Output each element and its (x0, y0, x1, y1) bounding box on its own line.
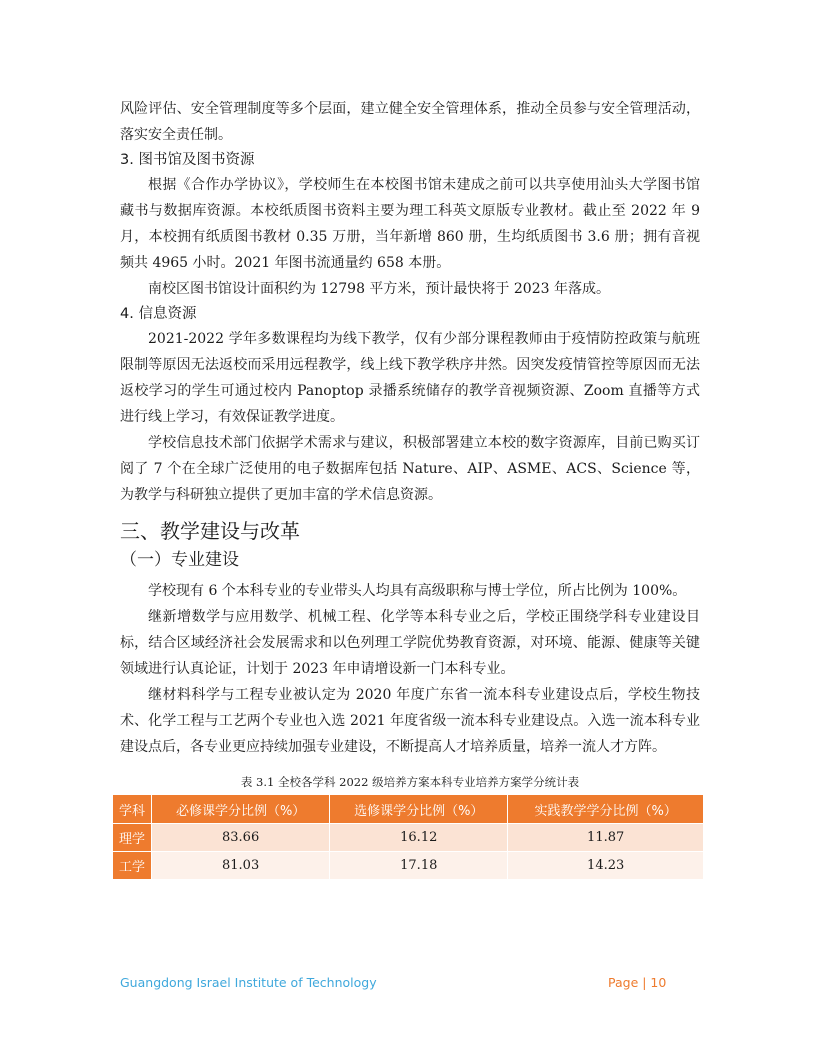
table-cell-subject: 理学 (113, 824, 152, 852)
table-header-subject: 学科 (113, 795, 152, 824)
table-cell-practice: 11.87 (508, 824, 704, 852)
table-row (113, 824, 704, 852)
paragraph-safety-continued: 风险评估、安全管理制度等多个层面，建立健全安全管理体系，推动全员参与安全管理活动，落实安全责任制。 (120, 101, 700, 143)
paragraph-library-2: 南校区图书馆设计面积约为 12798 平方米，预计最快将于 2023 年落成。 (148, 281, 610, 297)
table-header-elective: 选修课学分比例（%） (330, 795, 508, 824)
paragraph-info-1: 2021-2022 学年多数课程均为线下教学，仅有少部分课程教师由于疫情防控政策与航班限制等原因无法返校而采用远程教学，线上线下教学秩序井然。因突发疫情管控等原因而无法返校学习的学生可通过校内 Panoptop 录播系统储存的教学音视频资源、Zoom 直播等方式进行线上学习，有效保证教学进度。 (120, 331, 700, 425)
credit-ratio-table (112, 794, 704, 880)
heading-information-resources: 4. 信息资源 (120, 306, 197, 322)
paragraph-major-3: 继材料科学与工程专业被认定为 2020 年度广东省一流本科专业建设点后，学校生物技术、化学工程与工艺两个专业也入选 2021 年度省级一流本科专业建设点。入选一流本科专业建设点后，各专业更应持续加强专业建设，不断提高人才培养质量，培养一流人才方阵。 (120, 687, 700, 755)
table-header-required: 必修课学分比例（%） (152, 795, 330, 824)
table-header-row (113, 795, 704, 824)
section-heading-teaching-reform: 三、教学建设与改革 (120, 519, 300, 543)
table-cell-elective: 17.18 (330, 852, 508, 880)
table-header-practice: 实践教学学分比例（%） (508, 795, 704, 824)
footer-institution-name: Guangdong Israel Institute of Technology (120, 975, 377, 990)
paragraph-major-1: 学校现有 6 个本科专业的专业带头人均具有高级职称与博士学位，所占比例为 100%。 (148, 583, 687, 599)
table-cell-subject: 工学 (113, 852, 152, 880)
heading-library: 3. 图书馆及图书资源 (120, 152, 255, 168)
footer-page-number: Page | 10 (608, 975, 667, 990)
document-body (120, 96, 700, 880)
table-cell-practice: 14.23 (508, 852, 704, 880)
table-row (113, 852, 704, 880)
paragraph-major-2: 继新增数学与应用数学、机械工程、化学等本科专业之后，学校正围绕学科专业建设目标，结合区域经济社会发展需求和以色列理工学院优势教育资源，对环境、能源、健康等关键领域进行认真论证，计划于 2023 年申请增设新一门本科专业。 (120, 609, 700, 677)
table-cell-required: 83.66 (152, 824, 330, 852)
table-caption: 表 3.1 全校各学科 2022 级培养方案本科专业培养方案学分统计表 (240, 775, 580, 789)
paragraph-library-1: 根据《合作办学协议》，学校师生在本校图书馆未建成之前可以共享使用汕头大学图书馆藏书与数据库资源。本校纸质图书资料主要为理工科英文原版专业教材。截止至 2022 年 9 月，本校拥有纸质图书教材 0.35 万册，当年新增 860 册，生均纸质图书 3.6 册；拥有音视频共 4965 小时。2021 年图书流通量约 658 本册。 (120, 177, 700, 271)
table-cell-required: 81.03 (152, 852, 330, 880)
table-cell-elective: 16.12 (330, 824, 508, 852)
paragraph-info-2: 学校信息技术部门依据学术需求与建议，积极部署建立本校的数字资源库，目前已购买订阅了 7 个在全球广泛使用的电子数据库包括 Nature、AIP、ASME、ACS、Science 等，为教学与科研独立提供了更加丰富的学术信息资源。 (120, 435, 700, 503)
subsection-heading-major-construction: （一）专业建设 (120, 550, 239, 570)
